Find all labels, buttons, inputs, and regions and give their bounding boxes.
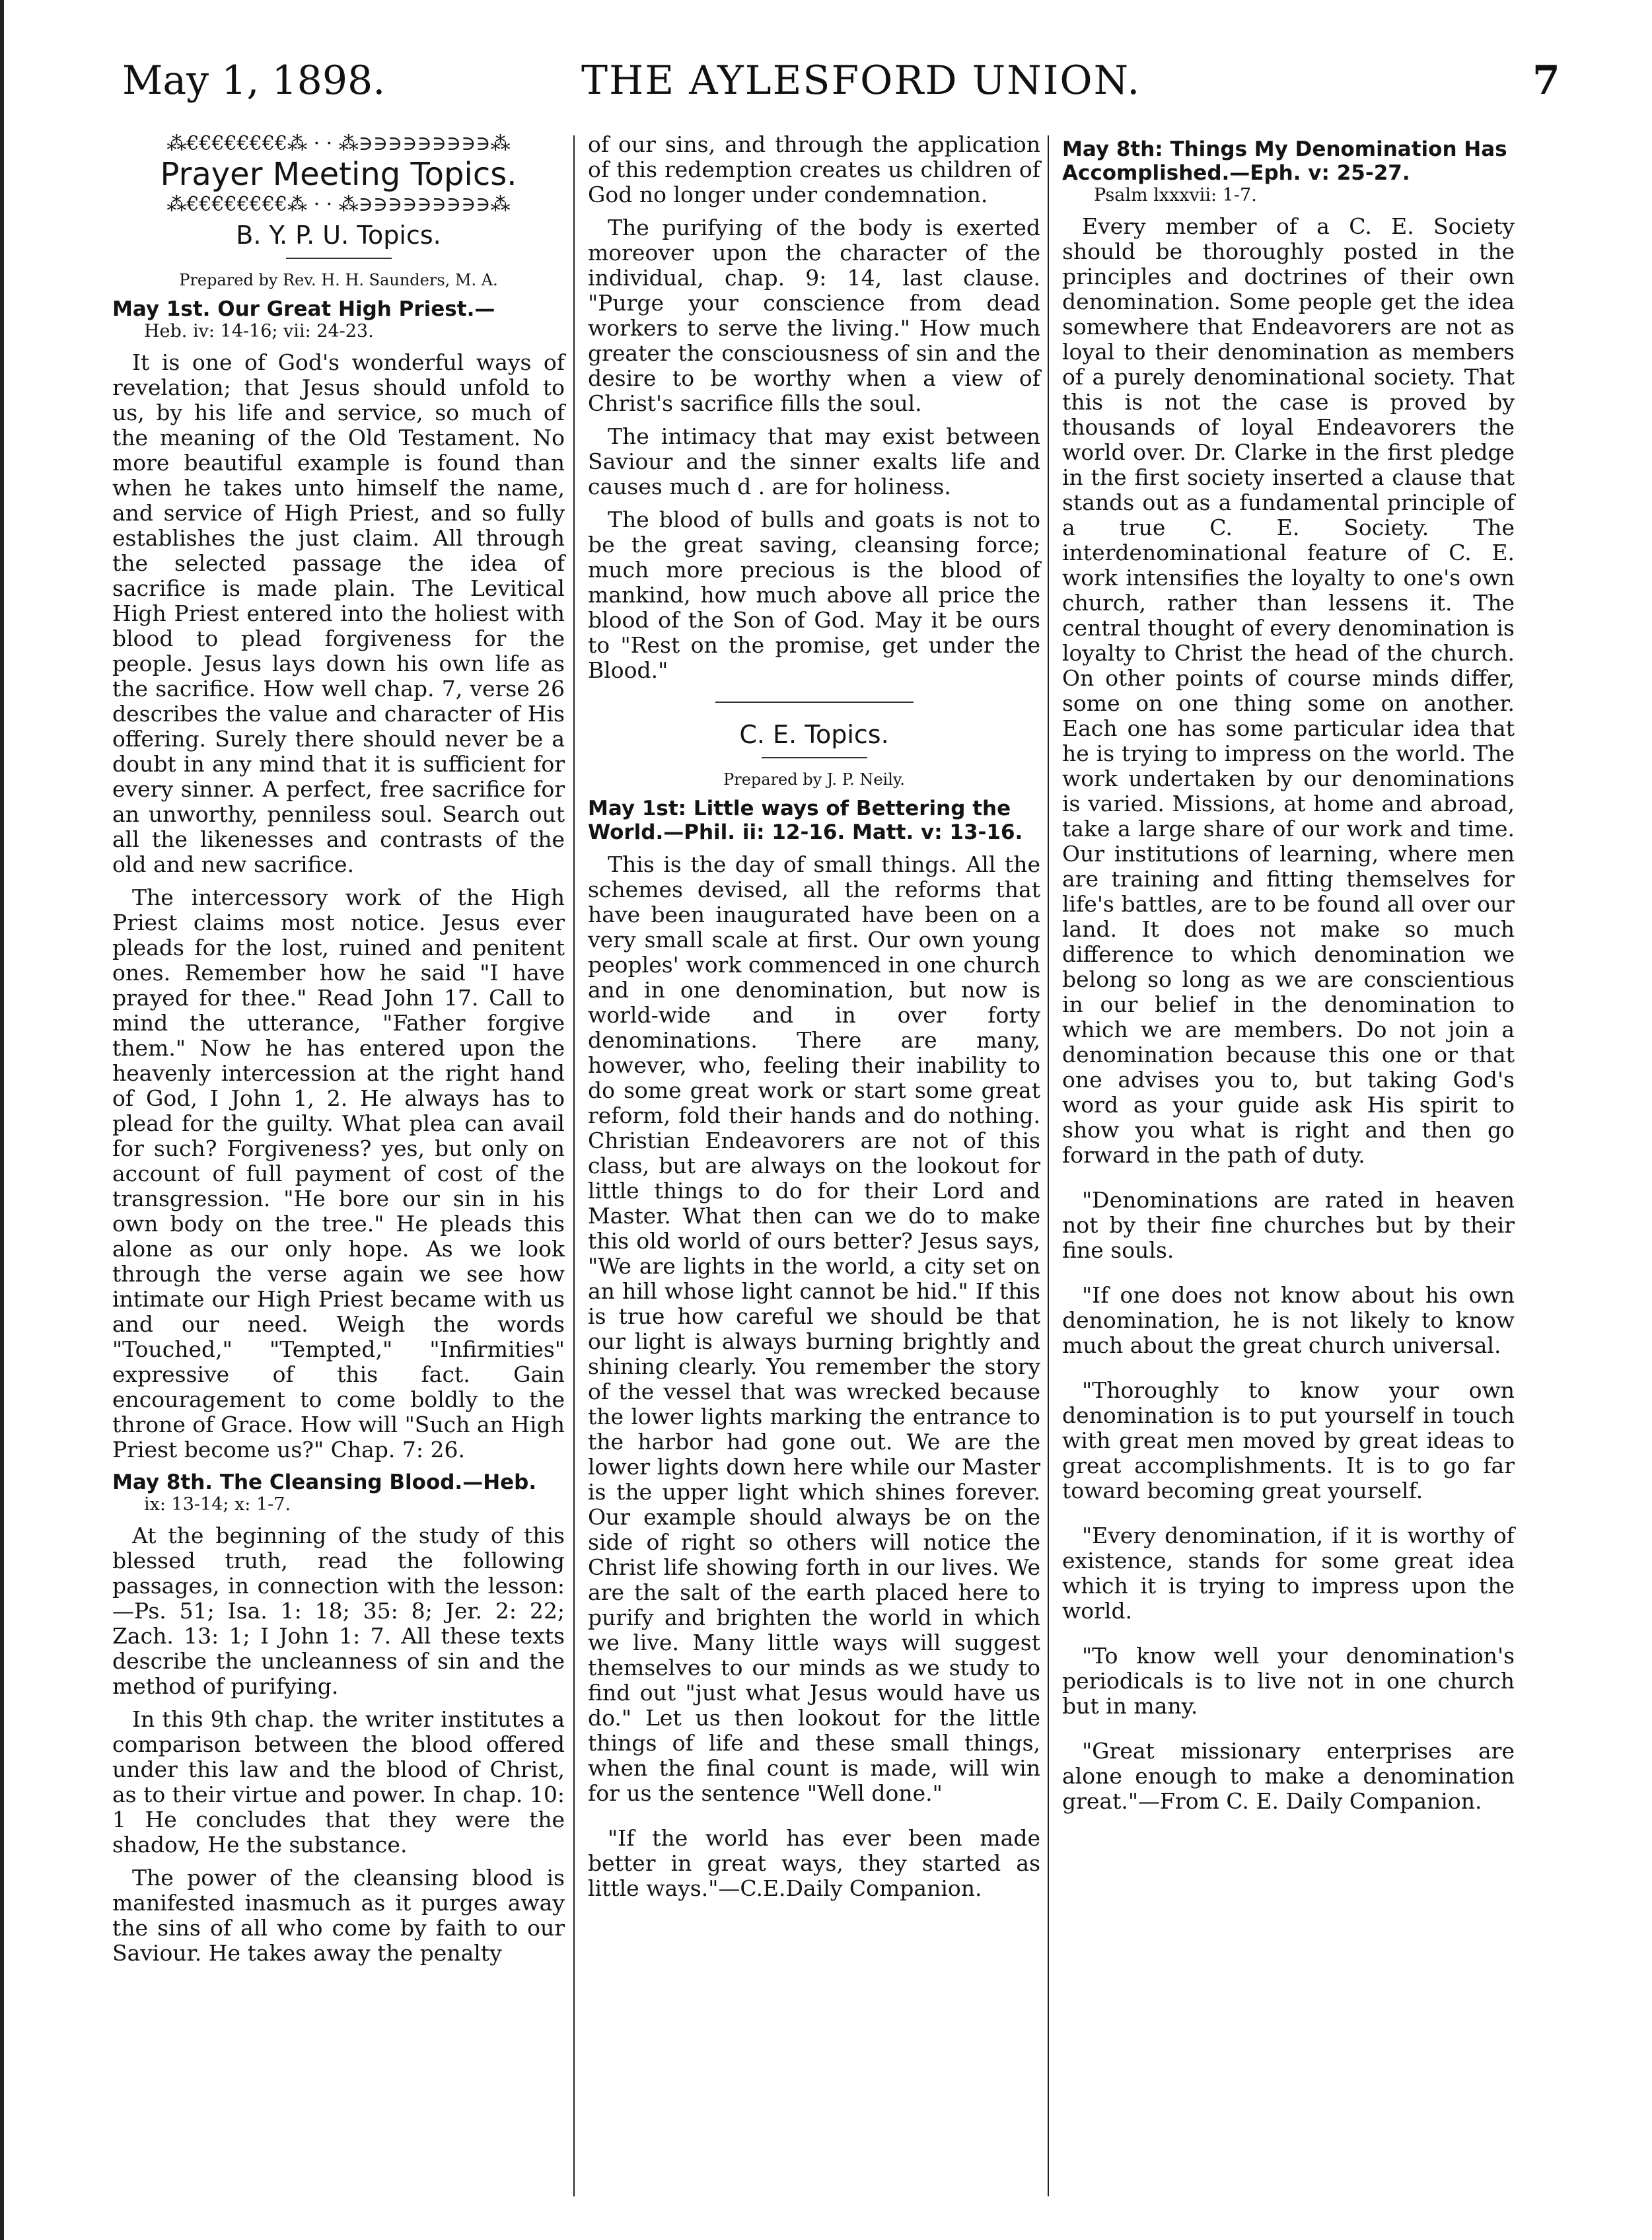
paragraph: Every member of a C. E. Society should be thoroughly posted in the principles and doctrines of their own denomination. Some people get the idea somewhere that Endeavorers are not as loyal to their denomination as members of a purely denominational society. That this is not the case is proved by thousands of loyal Endeavorers the world over. Dr. Clarke in the first pledge in the first society inserted a clause that stands out as a fundamental principle of a true C. E. Society. The interdenominational feature of C. E. work intensifies the loyalty to one's own church, rather than lessens it. The central thought of every denomination is loyalty to Christ the head of the church. On other points of course minds differ, some on one thing some on another. Each one has some particular idea that he is trying to impress on the world. The work undertaken by our denominations is varied. Missions, at home and abroad, take a large share of our work and time. Our institutions of learning, where men are training and fitting themselves for life's battles, are to be found all over our land. It does not make so much difference to which denomination we belong so long as we are conscientious in our belief in the denomination to which we are members. Do not join a denomination because this one or that one advises you to, but taking God's word as your guide ask His spirit to show you what is right and then go forward in the path of duty. (1062, 213, 1515, 1168)
masthead-title: THE AYLESFORD UNION. (581, 57, 1141, 104)
scripture-reference: Heb. iv: 14-16; vii: 24-23. (144, 321, 374, 342)
topic-heading-cleansing-blood: May 8th. The Cleansing Blood.—Heb. (112, 1470, 537, 1494)
column-right (1062, 132, 1515, 1834)
paragraph: In this 9th chap. the writer institutes a comparison between the blood offered under this law and the blood of Christ, as to their virtue and power. In chap. 10: 1 He concludes that they were the shadow, He the substance. (112, 1706, 565, 1858)
quote: "Thoroughly to know your own denomination is to put yourself in touch with great men moved by great ideas to great accomplishments. It is to go far toward becoming great yourself. (1062, 1377, 1515, 1503)
issue-date: May 1, 1898. (122, 57, 386, 104)
divider (762, 757, 867, 758)
divider (286, 258, 392, 259)
paragraph: The purifying of the body is exerted moreover upon the character of the individual, chap. 9: 14, last clause. "Purge your conscience from dead workers to serve the living." How much greater the consciousness of sin and the desire to be worthy when a view of Christ's sacrifice fills the soul. (588, 215, 1040, 416)
quote: "If one does not know about his own denomination, he is not likely to know much about the great church universal. (1062, 1282, 1515, 1358)
section-divider (715, 702, 914, 703)
byp-topics-heading: B. Y. P. U. Topics. (236, 221, 441, 250)
paragraph: It is one of God's wonderful ways of revelation; that Jesus should unfold to us, by his life and service, so much of the meaning of the Old Testament. No more beautiful example is found than when he takes unto himself the name, and service of High Priest, and so fully establishes the just claim. All through the selected passage the idea of sacrifice is made plain. The Levitical High Priest entered into the holiest with blood to plead forgiveness for the people. Jesus lays down his own life as the sacrifice. How well chap. 7, verse 26 describes the value and character of His offering. Surely there should never be a doubt in any mind that it is sufficient for every sinner. A perfect, free sacrifice for an unworthy, penniless soul. Search out all the likenesses and contrasts of the old and new sacrifice. (112, 349, 565, 877)
scripture-reference: Psalm lxxxvii: 1-7. (1094, 185, 1257, 205)
column-rule-left (573, 135, 575, 2196)
ce-topics-heading: C. E. Topics. (739, 720, 889, 749)
paragraph: The intercessory work of the High Priest claims most notice. Jesus ever pleads for the lost, ruined and penitent ones. Remember how he said "I have prayed for thee." Read John 17. Call to mind the utterance, "Father forgive them." Now he has entered upon the heavenly intercession at the right hand of God, I John 1, 2. He always has to plead for the guilty. What plea can avail for such? Forgiveness? yes, but only on account of full payment of cost of the transgression. "He bore our sin in his own body on the tree." He pleads this alone as our only hope. As we look through the verse again we see how intimate our High Priest became with us and our need. Weigh the words "Touched," "Tempted," "Infirmities" expressive of this fact. Gain encouragement to come boldly to the throne of Grace. How will "Such an High Priest become us?" Chap. 7: 26. (112, 885, 565, 1463)
paragraph: At the beginning of the study of this blessed truth, read the following passages, in connection with the lesson:—Ps. 51; Isa. 1: 18; 35: 8; Jer. 2: 22; Zach. 13: 1; I John 1: 7. All these texts describe the uncleanness of sin and the method of purifying. (112, 1523, 565, 1699)
byp-byline: Prepared by Rev. H. H. Saunders, M. A. (179, 271, 498, 289)
paragraph: of our sins, and through the application of this redemption creates us children of God no longer under condemnation. (588, 131, 1040, 207)
prayer-meeting-heading: Prayer Meeting Topics. (160, 156, 517, 193)
column-middle (588, 132, 1040, 1909)
quote: "If the world has ever been made better in great ways, they started as little ways."—C.E.Daily Companion. (588, 1825, 1040, 1901)
ornament-top: ⁂€€€€€€€€⁂ · · ⁂∋∋∋∋∋∋∋∋∋⁂ (166, 132, 511, 155)
page-edge (0, 0, 4, 2240)
column-left (112, 132, 565, 1974)
page-number: 7 (1532, 57, 1560, 104)
topic-heading-little-ways: May 1st: Little ways of Bettering the World.—Phil. ii: 12-16. Matt. v: 13-16. (588, 797, 1023, 844)
paragraph: This is the day of small things. All the schemes devised, all the reforms that have been inaugurated have been on a very small scale at first. Our own young peoples' work commenced in one church and in one denomination, but now is world-wide and in over forty denominations. There are many, however, who, feeling their inability to do some great work or start some great reform, fold their hands and do nothing. Christian Endeavorers are not of this class, but are always on the lookout for little things to do for their Lord and Master. What then can we do to make this old world of ours better? Jesus says, "We are lights in the world, a city set on an hill whose light cannot be hid." If this is true how careful we should be that our light is always burning brightly and shining clearly. You remember the story of the vessel that was wrecked because the lower lights marking the entrance to the harbor had gone out. We are the lower lights down here while our Master is the upper light which shines forever. Our example should always be on the side of right so others will notice the Christ life showing forth in our lives. We are the salt of the earth placed here to purify and brighten the world in which we live. Many little ways will suggest themselves to our minds as we study to find out "just what Jesus would have us do." Let us then lookout for the little things of life and these small things, when the final count is made, will win for us the sentence "Well done." (588, 851, 1040, 1806)
topic-heading-denomination: May 8th: Things My Denomination Has Accomplished.—Eph. v: 25-27. (1062, 137, 1507, 185)
topic-heading-high-priest: May 1st. Our Great High Priest.— (112, 297, 495, 321)
column-rule-right (1048, 135, 1049, 2196)
paragraph: The intimacy that may exist between Saviour and the sinner exalts life and causes much d . are for holiness. (588, 423, 1040, 499)
ornament-bottom: ⁂€€€€€€€€⁂ · · ⁂∋∋∋∋∋∋∋∋∋⁂ (166, 193, 511, 216)
quote: "Denominations are rated in heaven not by their fine churches but by their fine souls. (1062, 1187, 1515, 1263)
scripture-reference: ix: 13-14; x: 1-7. (144, 1494, 291, 1515)
paragraph: The power of the cleansing blood is manifested inasmuch as it purges away the sins of all who come by faith to our Saviour. He takes away the penalty (112, 1865, 565, 1966)
quote: "To know well your denomination's periodicals is to live not in one church but in many. (1062, 1643, 1515, 1719)
quote: "Every denomination, if it is worthy of existence, stands for some great idea which it is trying to impress upon the world. (1062, 1523, 1515, 1624)
quote: "Great missionary enterprises are alone enough to make a denomination great."—From C. E. Daily Companion. (1062, 1738, 1515, 1814)
ce-byline: Prepared by J. P. Neily. (723, 770, 905, 789)
paragraph: The blood of bulls and goats is not to be the great saving, cleansing force; much more precious is the blood of mankind, how much above all price the blood of the Son of God. May it be ours to "Rest on the promise, get under the Blood." (588, 507, 1040, 683)
